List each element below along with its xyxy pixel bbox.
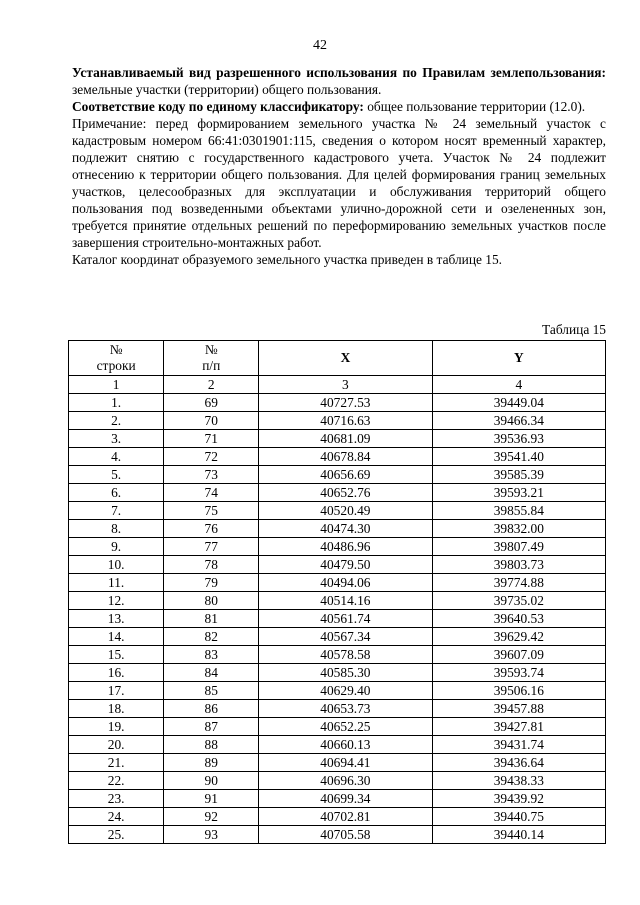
y-coordinate-cell: 39593.74 [432,664,605,682]
point-number-cell: 88 [164,736,259,754]
point-number-cell: 69 [164,394,259,412]
y-coordinate-cell: 39466.34 [432,412,605,430]
point-number-cell: 82 [164,628,259,646]
x-coordinate-cell: 40694.41 [259,754,432,772]
point-number-cell: 74 [164,484,259,502]
y-coordinate-cell: 39436.64 [432,754,605,772]
row-number-cell: 3. [69,430,164,448]
point-number-cell: 87 [164,718,259,736]
row-number-cell: 15. [69,646,164,664]
table-row [69,610,606,628]
column-number: 4 [432,376,605,394]
y-coordinate-cell: 39585.39 [432,466,605,484]
page-number: 42 [313,38,327,53]
row-number-cell: 21. [69,754,164,772]
header-x: X [259,341,432,376]
column-numbers-row [69,376,606,394]
point-number-cell: 71 [164,430,259,448]
x-coordinate-cell: 40660.13 [259,736,432,754]
table-row [69,772,606,790]
table-row [69,646,606,664]
row-number-cell: 8. [69,520,164,538]
point-number-cell: 81 [164,610,259,628]
table-row [69,592,606,610]
classifier-label: Соответствие коду по единому классификатору: [72,99,364,114]
row-number-cell: 4. [69,448,164,466]
x-coordinate-cell: 40561.74 [259,610,432,628]
row-number-cell: 20. [69,736,164,754]
header-y: Y [432,341,605,376]
x-coordinate-cell: 40567.34 [259,628,432,646]
row-number-cell: 25. [69,826,164,844]
y-coordinate-cell: 39438.33 [432,772,605,790]
land-use-text: земельные участки (территории) общего пользования. [72,82,382,97]
y-coordinate-cell: 39506.16 [432,682,605,700]
row-number-cell: 2. [69,412,164,430]
y-coordinate-cell: 39536.93 [432,430,605,448]
x-coordinate-cell: 40727.53 [259,394,432,412]
y-coordinate-cell: 39440.14 [432,826,605,844]
y-coordinate-cell: 39541.40 [432,448,605,466]
y-coordinate-cell: 39640.53 [432,610,605,628]
x-coordinate-cell: 40514.16 [259,592,432,610]
table-row [69,556,606,574]
y-coordinate-cell: 39439.92 [432,790,605,808]
point-number-cell: 77 [164,538,259,556]
table-row [69,826,606,844]
y-coordinate-cell: 39807.49 [432,538,605,556]
table-row [69,808,606,826]
row-number-cell: 16. [69,664,164,682]
row-number-cell: 14. [69,628,164,646]
x-coordinate-cell: 40716.63 [259,412,432,430]
row-number-cell: 12. [69,592,164,610]
x-coordinate-cell: 40699.34 [259,790,432,808]
land-use-label: Устанавливаемый вид разрешенного использования по Правилам землепользования: [72,65,606,80]
table-row [69,700,606,718]
catalog-paragraph: Каталог координат образуемого земельного участка приведен в таблице 15. [72,252,503,267]
table-row [69,502,606,520]
table-row [69,682,606,700]
table-row [69,520,606,538]
table-row [69,574,606,592]
table-row [69,790,606,808]
row-number-cell: 22. [69,772,164,790]
x-coordinate-cell: 40678.84 [259,448,432,466]
y-coordinate-cell: 39735.02 [432,592,605,610]
x-coordinate-cell: 40656.69 [259,466,432,484]
x-coordinate-cell: 40474.30 [259,520,432,538]
point-number-cell: 90 [164,772,259,790]
y-coordinate-cell: 39449.04 [432,394,605,412]
row-number-cell: 6. [69,484,164,502]
row-number-cell: 24. [69,808,164,826]
coordinates-table [68,340,606,844]
x-coordinate-cell: 40479.50 [259,556,432,574]
column-number: 3 [259,376,432,394]
table-header-row [69,341,606,376]
point-number-cell: 92 [164,808,259,826]
point-number-cell: 86 [164,700,259,718]
x-coordinate-cell: 40578.58 [259,646,432,664]
point-number-cell: 76 [164,520,259,538]
table-row [69,718,606,736]
y-coordinate-cell: 39832.00 [432,520,605,538]
table-row [69,466,606,484]
x-coordinate-cell: 40652.76 [259,484,432,502]
point-number-cell: 80 [164,592,259,610]
y-coordinate-cell: 39607.09 [432,646,605,664]
table-row [69,736,606,754]
table-caption: Таблица 15 [542,322,606,337]
x-coordinate-cell: 40629.40 [259,682,432,700]
point-number-cell: 84 [164,664,259,682]
point-number-cell: 78 [164,556,259,574]
y-coordinate-cell: 39457.88 [432,700,605,718]
header-point-number: № п/п [164,341,259,376]
land-use-paragraph [72,64,606,98]
y-coordinate-cell: 39427.81 [432,718,605,736]
row-number-cell: 10. [69,556,164,574]
table-row [69,754,606,772]
row-number-cell: 7. [69,502,164,520]
point-number-cell: 89 [164,754,259,772]
row-number-cell: 13. [69,610,164,628]
y-coordinate-cell: 39431.74 [432,736,605,754]
table-row [69,538,606,556]
point-number-cell: 91 [164,790,259,808]
row-number-cell: 9. [69,538,164,556]
note-paragraph: Примечание: перед формированием земельного участка № 24 земельный участок с кадастровым номером 66:41:0301901:115, сведения о котором носят временный характер, подлежит снятию с государственного кадастрового учета. Участок № 24 подлежит отнесению к территории общего пользования. Для целей формирования границ земельных участков, целесообразных для эксплуатации и обслуживания территорий общего пользования под возведенными объектами улично-дорожной сети и озелененных зон, требуется принятие отдельных решений по переформированию земельных участков после завершения строительно-монтажных работ. [72,116,606,250]
x-coordinate-cell: 40652.25 [259,718,432,736]
x-coordinate-cell: 40653.73 [259,700,432,718]
point-number-cell: 83 [164,646,259,664]
classifier-paragraph [72,98,606,115]
row-number-cell: 5. [69,466,164,484]
body-text [72,64,606,268]
row-number-cell: 18. [69,700,164,718]
row-number-cell: 19. [69,718,164,736]
row-number-cell: 1. [69,394,164,412]
point-number-cell: 85 [164,682,259,700]
y-coordinate-cell: 39774.88 [432,574,605,592]
table-row [69,448,606,466]
column-number: 1 [69,376,164,394]
x-coordinate-cell: 40705.58 [259,826,432,844]
table-row [69,412,606,430]
row-number-cell: 23. [69,790,164,808]
x-coordinate-cell: 40494.06 [259,574,432,592]
header-row-number: № строки [69,341,164,376]
y-coordinate-cell: 39629.42 [432,628,605,646]
table-row [69,394,606,412]
table-row [69,628,606,646]
point-number-cell: 79 [164,574,259,592]
y-coordinate-cell: 39593.21 [432,484,605,502]
row-number-cell: 11. [69,574,164,592]
x-coordinate-cell: 40681.09 [259,430,432,448]
y-coordinate-cell: 39803.73 [432,556,605,574]
table-row [69,664,606,682]
x-coordinate-cell: 40696.30 [259,772,432,790]
point-number-cell: 75 [164,502,259,520]
column-number: 2 [164,376,259,394]
point-number-cell: 72 [164,448,259,466]
y-coordinate-cell: 39440.75 [432,808,605,826]
table-row [69,484,606,502]
x-coordinate-cell: 40486.96 [259,538,432,556]
point-number-cell: 73 [164,466,259,484]
table-row [69,430,606,448]
row-number-cell: 17. [69,682,164,700]
x-coordinate-cell: 40702.81 [259,808,432,826]
y-coordinate-cell: 39855.84 [432,502,605,520]
point-number-cell: 70 [164,412,259,430]
x-coordinate-cell: 40520.49 [259,502,432,520]
point-number-cell: 93 [164,826,259,844]
x-coordinate-cell: 40585.30 [259,664,432,682]
classifier-text: общее пользование территории (12.0). [363,99,586,114]
